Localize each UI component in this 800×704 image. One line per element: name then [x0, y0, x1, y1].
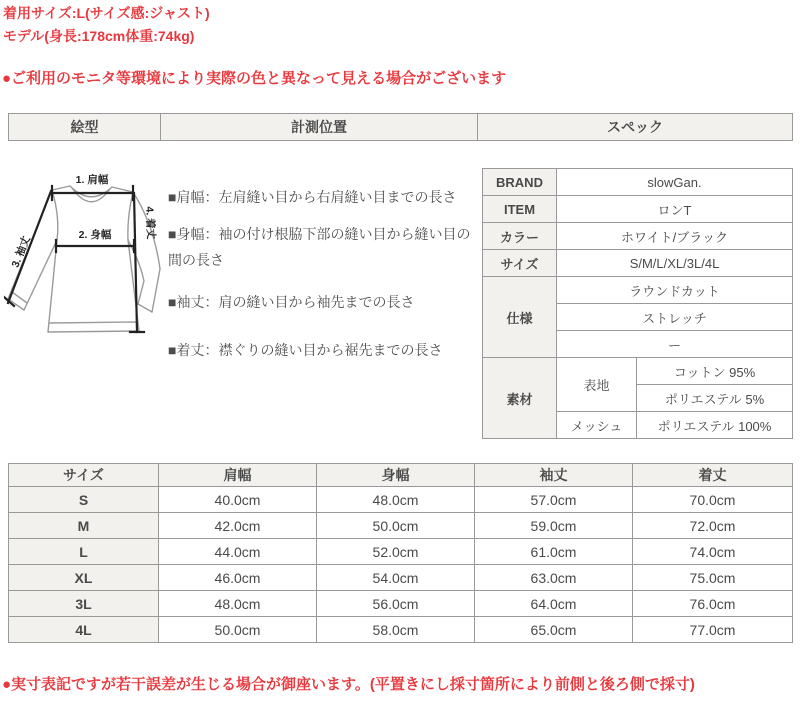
value-cell: 42.0cm	[159, 513, 317, 539]
info-header-table	[8, 113, 793, 141]
size-chart-header-size: サイズ	[9, 464, 159, 487]
size-chart-header-width: 身幅	[317, 464, 475, 487]
value-cell: 44.0cm	[159, 539, 317, 565]
sleeve-measure-line	[4, 191, 51, 306]
value-cell: 46.0cm	[159, 565, 317, 591]
length-measure-label: 4. 着丈	[143, 206, 157, 240]
note-body-length: ■着丈：襟ぐりの縫い目から裾先までの長さ	[168, 342, 443, 358]
size-cell: XL	[9, 565, 159, 591]
size-chart-header-row	[9, 464, 793, 487]
value-cell: 57.0cm	[475, 487, 633, 513]
size-chart-header-shoulder: 肩幅	[159, 464, 317, 487]
value-cell: 50.0cm	[159, 617, 317, 643]
value-cell: 59.0cm	[475, 513, 633, 539]
value-cell: 61.0cm	[475, 539, 633, 565]
spec-value-sizes: S/M/L/XL/3L/4L	[557, 250, 793, 277]
value-cell: 50.0cm	[317, 513, 475, 539]
value-cell: 54.0cm	[317, 565, 475, 591]
note-body-width: ■身幅：袖の付け根脇下部の縫い目から縫い目の間の長さ	[168, 226, 471, 268]
spec-value-feature-2: ストレッチ	[557, 304, 793, 331]
spec-row-sizes	[483, 250, 793, 277]
value-cell: 64.0cm	[475, 591, 633, 617]
size-chart-header-sleeve: 袖丈	[475, 464, 633, 487]
value-cell: 48.0cm	[159, 591, 317, 617]
length-measure-line	[130, 193, 158, 332]
size-chart-row-m	[9, 513, 793, 539]
spec-value-feature-3: ー	[557, 331, 793, 358]
body-width-measure-line	[56, 228, 134, 252]
spec-label-feature: 仕様	[483, 277, 557, 358]
value-cell: 65.0cm	[475, 617, 633, 643]
spec-sublabel-mesh: メッシュ	[557, 412, 637, 439]
size-chart-row-3l	[9, 591, 793, 617]
size-chart-row-xl	[9, 565, 793, 591]
spec-row-item	[483, 196, 793, 223]
spec-table	[482, 168, 793, 439]
size-cell: 3L	[9, 591, 159, 617]
value-cell: 72.0cm	[633, 513, 793, 539]
spec-label-material: 素材	[483, 358, 557, 439]
spec-label-sizes: サイズ	[483, 250, 557, 277]
shoulder-measure-line	[52, 173, 133, 200]
spec-row-color	[483, 223, 793, 250]
header-cell-drawing: 絵型	[9, 114, 161, 141]
spec-value-brand: slowGan.	[557, 169, 793, 196]
spec-value-item: ロンT	[557, 196, 793, 223]
value-cell: 40.0cm	[159, 487, 317, 513]
spec-value-feature-1: ラウンドカット	[557, 277, 793, 304]
spec-label-color: カラー	[483, 223, 557, 250]
value-cell: 63.0cm	[475, 565, 633, 591]
size-chart-row-s	[9, 487, 793, 513]
model-info-text: モデル(身長:178cm体重:74kg)	[3, 28, 195, 44]
size-chart-row-l	[9, 539, 793, 565]
value-cell: 70.0cm	[633, 487, 793, 513]
spec-value-outer-2: ポリエステル 5%	[637, 385, 793, 412]
size-cell: M	[9, 513, 159, 539]
size-chart-header-length: 着丈	[633, 464, 793, 487]
value-cell: 58.0cm	[317, 617, 475, 643]
spec-row-material-1	[483, 358, 793, 385]
value-cell: 74.0cm	[633, 539, 793, 565]
size-cell: L	[9, 539, 159, 565]
spec-row-brand	[483, 169, 793, 196]
measurement-disclaimer-text: ●実寸表記ですが若干誤差が生じる場合が御座います。(平置きにし採寸箇所により前側と後ろ側で採寸)	[2, 676, 695, 693]
spec-value-outer-1: コットン 95%	[637, 358, 793, 385]
header-cell-spec: スペック	[478, 114, 793, 141]
spec-value-color: ホワイト/ブラック	[557, 223, 793, 250]
body-width-measure-label: 2. 身幅	[78, 229, 112, 241]
size-cell: 4L	[9, 617, 159, 643]
value-cell: 75.0cm	[633, 565, 793, 591]
size-chart-table	[8, 463, 793, 643]
spec-label-brand: BRAND	[483, 169, 557, 196]
value-cell: 77.0cm	[633, 617, 793, 643]
value-cell: 76.0cm	[633, 591, 793, 617]
size-cell: S	[9, 487, 159, 513]
note-sleeve-length: ■袖丈：肩の縫い目から袖先までの長さ	[168, 294, 415, 310]
note-shoulder-width: ■肩幅：左肩縫い目から右肩縫い目までの長さ	[168, 189, 457, 205]
spec-row-feature-1	[483, 277, 793, 304]
spec-label-item: ITEM	[483, 196, 557, 223]
spec-value-mesh: ポリエステル 100%	[637, 412, 793, 439]
info-header-row	[9, 114, 793, 141]
shirt-diagram	[4, 157, 166, 385]
header-cell-measure-position: 計測位置	[161, 114, 478, 141]
value-cell: 48.0cm	[317, 487, 475, 513]
value-cell: 56.0cm	[317, 591, 475, 617]
size-chart-row-4l	[9, 617, 793, 643]
spec-sublabel-outer: 表地	[557, 358, 637, 412]
value-cell: 52.0cm	[317, 539, 475, 565]
shoulder-measure-label: 1. 肩幅	[75, 174, 109, 186]
sleeve-measure-label: 3. 袖丈	[9, 234, 33, 270]
wear-size-text: 着用サイズ:L(サイズ感:ジャスト)	[3, 5, 210, 21]
monitor-notice-text: ●ご利用のモニタ等環境により実際の色と異なって見える場合がございます	[2, 70, 507, 87]
